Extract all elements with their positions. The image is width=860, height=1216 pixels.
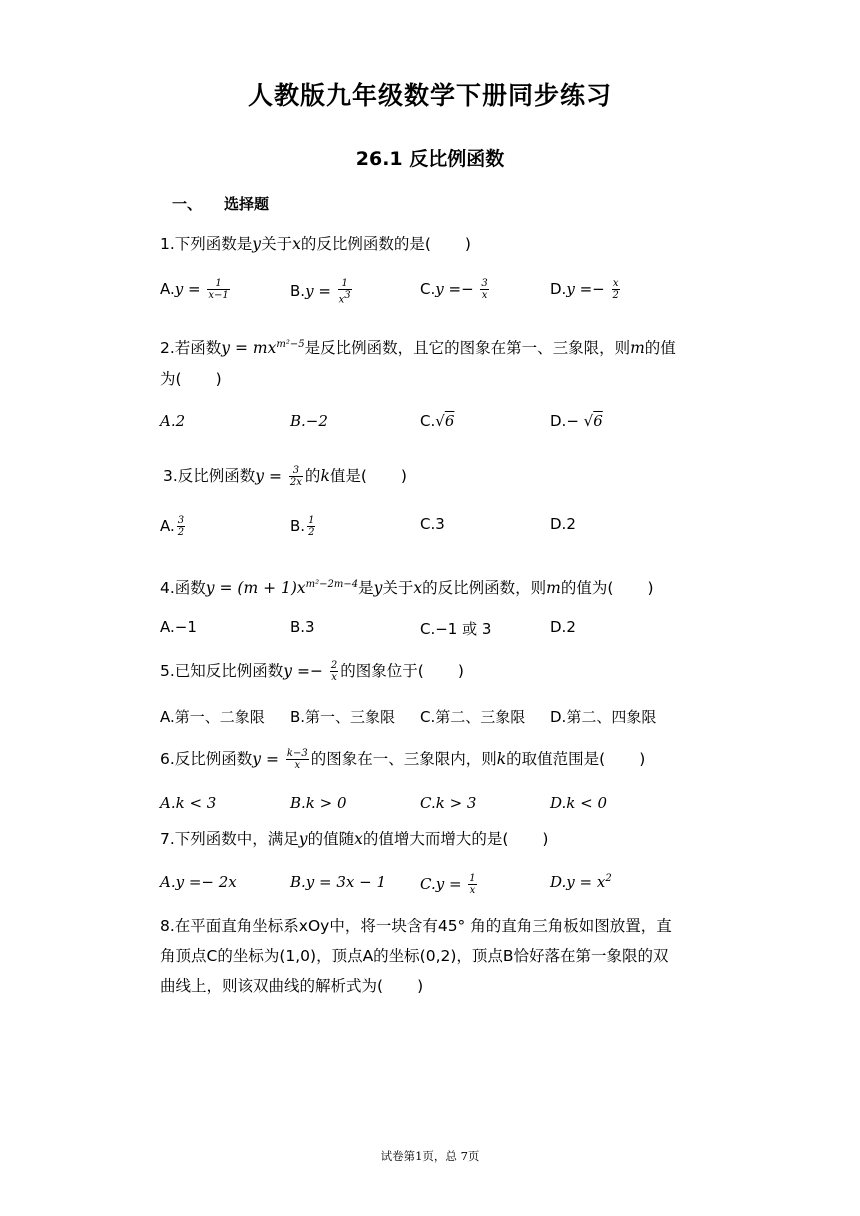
section-label: 选择题 bbox=[224, 195, 270, 213]
option-a: A.k < 3 bbox=[160, 794, 217, 812]
question-6: 6.反比例函数y = $\frac{k-3}{x}$ 的图象在一、三象限内，则k的取值范围是( ) bbox=[160, 748, 646, 771]
question-4-options bbox=[160, 618, 720, 648]
question-7-options bbox=[160, 873, 720, 903]
option-b: B.第一、三象限 bbox=[290, 708, 396, 726]
option-b: B. $\frac{1}{2}$ bbox=[290, 515, 315, 538]
question-2: 2.若函数$y = mx^{m^2-5}$是反比例函数，且它的图象在第一、三象限，则m的值 bbox=[160, 339, 676, 358]
question-2-options bbox=[160, 412, 720, 442]
question-8: 8.在平面直角坐标系xOy中，将一块含有45° 角的直角三角板如图放置，直 角顶点C的坐标为(1,0)，顶点A的坐标(0,2)，顶点B恰好落在第一象限的双 曲线上，则该双曲线的解析式为( ) bbox=[160, 917, 672, 995]
option-c: C.−1 或 3 bbox=[420, 620, 492, 638]
option-a: A.第一、二象限 bbox=[160, 708, 265, 726]
option-c: C.y =− $\frac{3}{x}$ bbox=[420, 278, 488, 301]
option-d: D.2 bbox=[550, 618, 576, 636]
option-d: D.2 bbox=[550, 515, 576, 533]
question-4: 4.函数$y = (m + 1)x^{m^2-2m-4}$是y关于x的反比例函数，则m的值为( ) bbox=[160, 579, 654, 598]
option-b: B.3 bbox=[290, 618, 315, 636]
option-d: D.k < 0 bbox=[550, 794, 607, 812]
page-footer: 试卷第1页，总 7页 bbox=[380, 1149, 480, 1163]
question-1: 1.下列函数是y关于x的反比例函数的是( ) bbox=[160, 235, 471, 253]
page-title: 人教版九年级数学下册同步练习 bbox=[247, 81, 612, 110]
section-number: 一、 bbox=[172, 195, 203, 213]
option-d: D.− √6 bbox=[550, 412, 603, 430]
question-5-options bbox=[160, 706, 720, 736]
option-b: B.k > 0 bbox=[290, 794, 347, 812]
page-subtitle: 26.1 反比例函数 bbox=[355, 148, 505, 170]
option-d: $D.y = x^2$ bbox=[550, 873, 612, 891]
option-c: C.√6 bbox=[420, 412, 455, 430]
option-c: C.k > 3 bbox=[420, 794, 477, 812]
question-6-options bbox=[160, 794, 720, 824]
option-b: B.−2 bbox=[290, 412, 328, 430]
question-1-options bbox=[160, 278, 720, 308]
option-d: D.y =− $\frac{x}{2}$ bbox=[550, 278, 619, 301]
option-a: A.−1 bbox=[160, 618, 197, 636]
option-a: A.2 bbox=[160, 412, 186, 430]
question-7: 7.下列函数中，满足y的值随x的值增大而增大的是( ) bbox=[160, 830, 549, 848]
option-c: C.第二、三象限 bbox=[420, 708, 526, 726]
option-b: B.y = $\frac{1}{x^3}$ bbox=[290, 278, 351, 306]
option-a: A. $\frac{3}{2}$ bbox=[160, 515, 185, 538]
section-heading bbox=[172, 193, 269, 214]
option-d: D.第二、四象限 bbox=[550, 708, 657, 726]
question-3-options bbox=[160, 515, 720, 545]
question-2-line2: 为( ) bbox=[160, 370, 222, 388]
option-a: A.y =− 2x bbox=[160, 873, 237, 891]
option-c: C.y = $\frac{1}{x}$ bbox=[420, 873, 476, 896]
question-3: 3.反比例函数y = $\frac{3}{2x}$ 的k值是( ) bbox=[163, 465, 407, 488]
option-a: A.y = $\frac{1}{x-1}$ bbox=[160, 278, 229, 301]
option-b: B.y = 3x − 1 bbox=[290, 873, 387, 891]
option-c: C.3 bbox=[420, 515, 445, 533]
question-5: 5.已知反比例函数y =− $\frac{2}{x}$ 的图象位于( ) bbox=[160, 660, 464, 683]
